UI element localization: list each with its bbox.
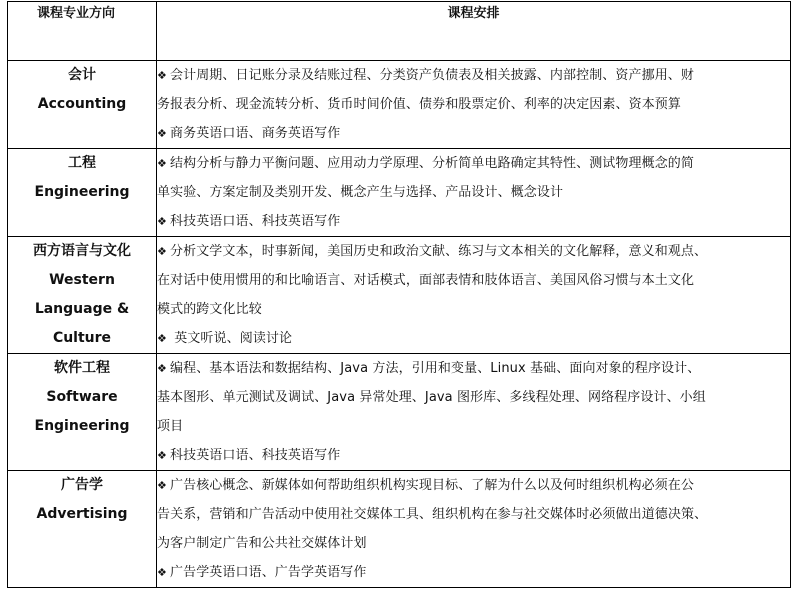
course-line: ❖ 英文听说、阅读讨论: [157, 324, 790, 353]
diamond-bullet-icon: ❖: [157, 157, 167, 170]
row-engineering: [8, 149, 791, 237]
course-line-cont: 在对话中使用惯用的和比喻语言、对话模式，面部表情和肢体语言、美国风俗习惯与本土文化: [157, 273, 695, 288]
major-engineering: [8, 149, 157, 237]
schedule-accounting: [157, 61, 791, 149]
row-western-language: [8, 237, 791, 354]
course-line-cont: 基本图形、单元测试及调试、Java 异常处理、Java 图形库、多线程处理、网络程序设计、小组: [157, 390, 706, 405]
major-en: Engineering: [34, 418, 130, 434]
course-line-cont: 务报表分析、现金流转分析、货币时间价值、债券和股票定价、利率的决定因素、资本预算: [157, 97, 682, 112]
header-major: 课程专业方向: [8, 2, 157, 61]
major-advertising: [8, 471, 157, 588]
row-software-engineering: [8, 354, 791, 471]
row-advertising: [8, 471, 791, 588]
diamond-bullet-icon: ❖: [157, 245, 167, 258]
course-line: ❖ 商务英语口语、商务英语写作: [157, 119, 790, 148]
major-en: Software: [46, 389, 118, 405]
course-line-cont: 模式的跨文化比较: [157, 302, 262, 317]
major-en: Western: [49, 272, 115, 288]
schedule-engineering: [157, 149, 791, 237]
course-line: ❖ 编程、基本语法和数据结构、Java 方法，引用和变量、Linux 基础、面向对象的程序设计、: [157, 354, 790, 383]
schedule-western-language: [157, 237, 791, 354]
course-line-cont: 项目: [157, 419, 184, 434]
schedule-advertising: [157, 471, 791, 588]
schedule-software-engineering: [157, 354, 791, 471]
major-zh: 会计: [68, 67, 96, 83]
major-en: Advertising: [36, 506, 128, 522]
diamond-bullet-icon: ❖: [157, 127, 167, 140]
major-zh: 软件工程: [54, 360, 110, 376]
course-line-cont: 告关系，营销和广告活动中使用社交媒体工具、组织机构在参与社交媒体时必须做出道德决策、: [157, 507, 708, 522]
course-line: ❖ 科技英语口语、科技英语写作: [157, 441, 790, 470]
diamond-bullet-icon: ❖: [157, 362, 167, 375]
diamond-bullet-icon: ❖: [157, 449, 167, 462]
major-zh: 工程: [68, 155, 96, 171]
major-software-engineering: [8, 354, 157, 471]
major-zh: 西方语言与文化: [33, 243, 131, 259]
course-line-cont: 为客户制定广告和公共社交媒体计划: [157, 536, 367, 551]
header-row: [8, 2, 791, 61]
course-line-cont: 单实验、方案定制及类别开发、概念产生与选择、产品设计、概念设计: [157, 185, 564, 200]
diamond-bullet-icon: ❖: [157, 69, 167, 82]
course-line: ❖ 广告学英语口语、广告学英语写作: [157, 558, 790, 587]
course-line: ❖ 结构分析与静力平衡问题、应用动力学原理、分析简单电路确定其特性、测试物理概念的简: [157, 149, 790, 178]
major-zh: 广告学: [61, 477, 103, 493]
diamond-bullet-icon: ❖: [157, 332, 167, 345]
course-line: ❖ 分析文学文本，时事新闻，美国历史和政治文献、练习与文本相关的文化解释，意义和观点、: [157, 237, 790, 266]
header-schedule: 课程安排: [157, 2, 791, 61]
major-accounting: [8, 61, 157, 149]
major-en: Engineering: [34, 184, 130, 200]
major-western-language: [8, 237, 157, 354]
curriculum-table: [7, 1, 791, 588]
diamond-bullet-icon: ❖: [157, 479, 167, 492]
major-en: Language &: [34, 301, 130, 317]
major-en: Culture: [52, 330, 112, 346]
course-line: ❖ 广告核心概念、新媒体如何帮助组织机构实现目标、了解为什么以及何时组织机构必须在公: [157, 471, 790, 500]
row-accounting: [8, 61, 791, 149]
diamond-bullet-icon: ❖: [157, 566, 167, 579]
course-line: ❖ 会计周期、日记账分录及结账过程、分类资产负债表及相关披露、内部控制、资产挪用、财: [157, 61, 790, 90]
diamond-bullet-icon: ❖: [157, 215, 167, 228]
course-line: ❖ 科技英语口语、科技英语写作: [157, 207, 790, 236]
major-en: Accounting: [37, 96, 127, 112]
